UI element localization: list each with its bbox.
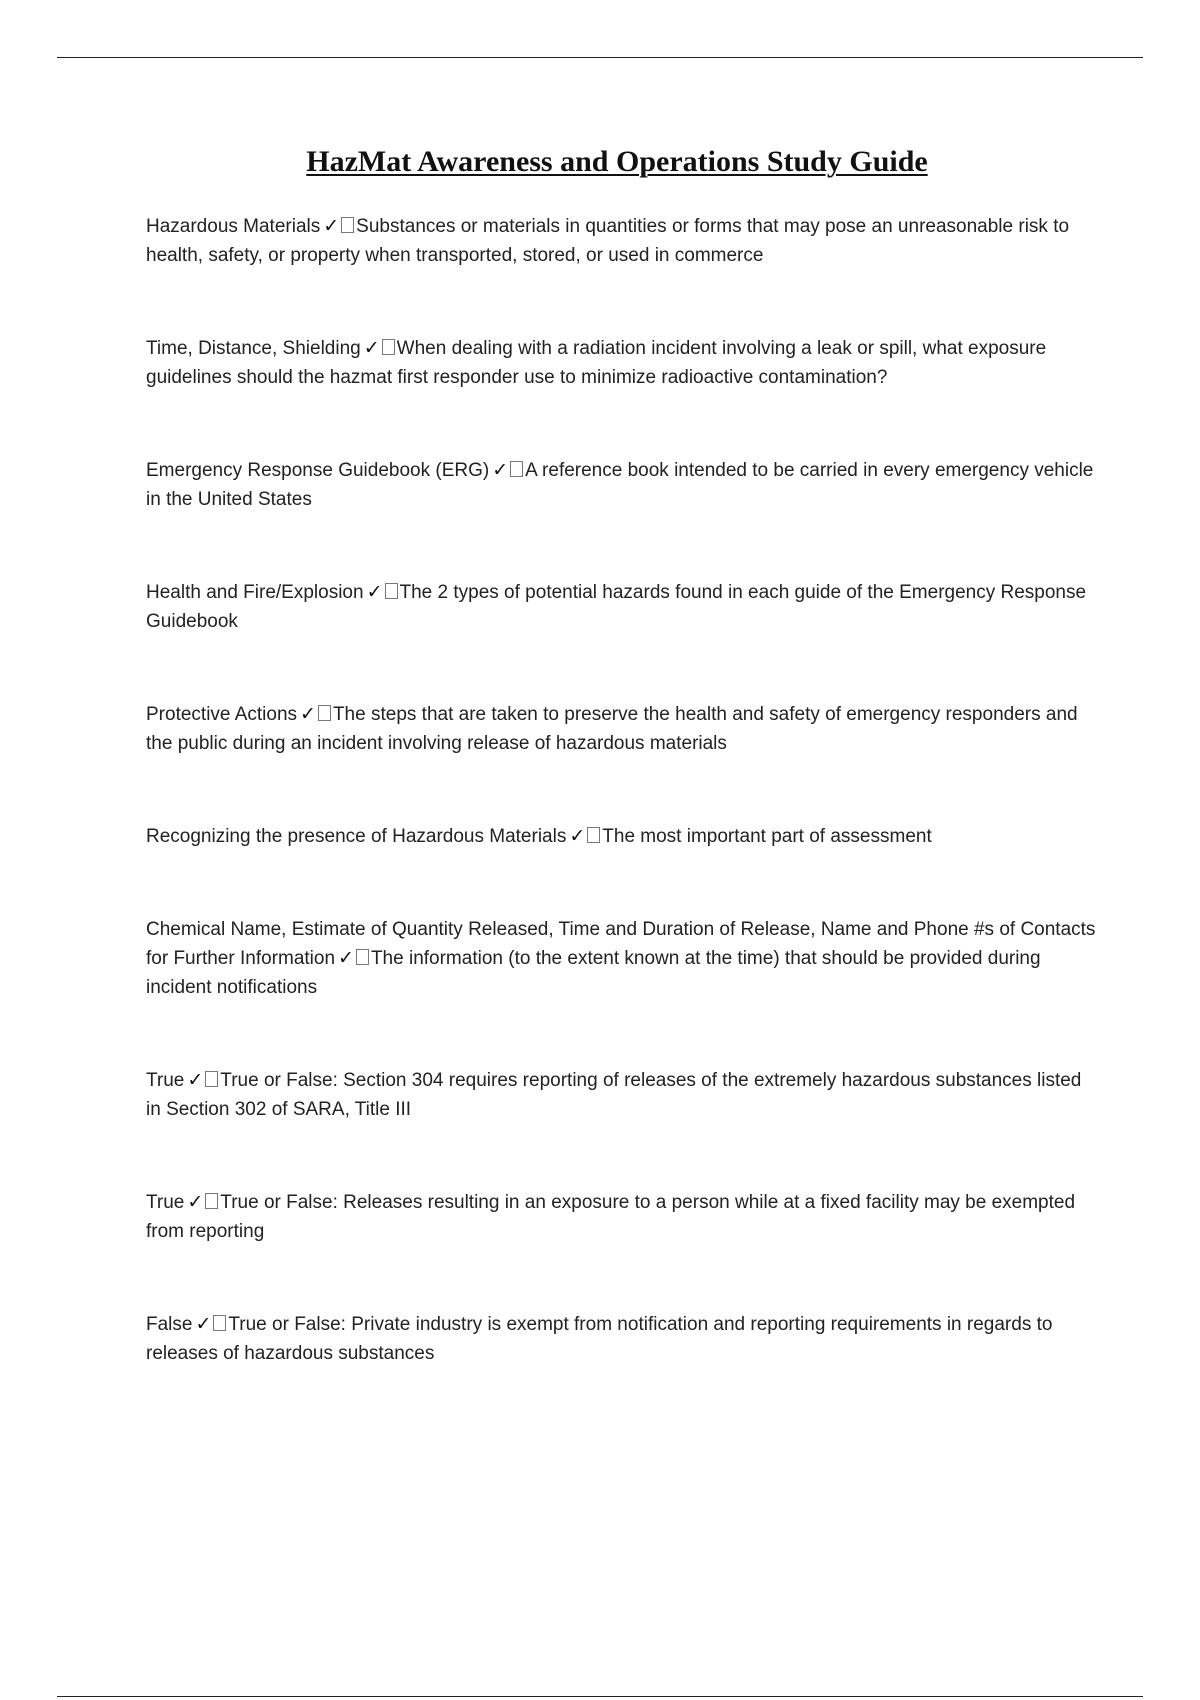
entry-definition: True or False: Releases resulting in an exposure to a person while at a fixed facility may be exempted from reporting [146, 1192, 1076, 1242]
entry-definition: The steps that are taken to preserve the health and safety of emergency responders and the public during an incident involving release of hazardous materials [146, 704, 1078, 754]
check-icon: ✓ [366, 581, 383, 603]
flashcard-list [146, 212, 1100, 1432]
entry-definition: The information (to the extent known at the time) that should be provided during incident notifications [146, 948, 1041, 998]
placeholder-box-icon [213, 1315, 226, 1331]
check-icon: ✓ [323, 215, 340, 237]
placeholder-box-icon [356, 949, 369, 965]
check-icon: ✓ [569, 825, 586, 847]
entry-definition: The most important part of assessment [602, 826, 932, 847]
flashcard-entry [146, 916, 1100, 1003]
entry-term: Recognizing the presence of Hazardous Materials [146, 826, 567, 847]
entry-term: Hazardous Materials [146, 216, 321, 237]
page-title: HazMat Awareness and Operations Study Guide [306, 145, 928, 178]
check-icon: ✓ [363, 337, 380, 359]
placeholder-box-icon [205, 1193, 218, 1209]
entry-term: True [146, 1070, 185, 1091]
check-icon: ✓ [187, 1191, 204, 1213]
entry-definition: When dealing with a radiation incident involving a leak or spill, what exposure guidelines should the hazmat first responder use to minimize radioactive contamination? [146, 338, 1047, 388]
check-icon: ✓ [300, 703, 316, 725]
entry-term: Protective Actions [146, 704, 298, 725]
entry-definition: A reference book intended to be carried in every emergency vehicle in the United States [146, 460, 1094, 510]
placeholder-box-icon [318, 705, 331, 721]
placeholder-box-icon [385, 583, 398, 599]
entry-definition: True or False: Section 304 requires reporting of releases of the extremely hazardous substances listed in Section 302 of SARA, Title III [146, 1070, 1082, 1120]
flashcard-entry [146, 822, 1100, 852]
placeholder-box-icon [587, 827, 600, 843]
entry-definition: The 2 types of potential hazards found in each guide of the Emergency Response Guidebook [146, 582, 1087, 632]
flashcard-entry [146, 212, 1100, 270]
check-icon: ✓ [492, 459, 509, 481]
placeholder-box-icon [341, 217, 354, 233]
flashcard-entry [146, 1310, 1100, 1368]
entry-definition: True or False: Private industry is exempt from notification and reporting requirements in regards to releases of hazardous substances [146, 1314, 1053, 1364]
placeholder-box-icon [510, 461, 523, 477]
entry-term: Health and Fire/Explosion [146, 582, 364, 603]
flashcard-entry [146, 1066, 1100, 1124]
flashcard-entry [146, 578, 1100, 636]
header-rule [57, 57, 1143, 58]
flashcard-entry [146, 700, 1100, 758]
entry-definition: Substances or materials in quantities or forms that may pose an unreasonable risk to health, safety, or property when transported, stored, or used in commerce [146, 216, 1070, 266]
placeholder-box-icon [205, 1071, 218, 1087]
entry-term: Chemical Name, Estimate of Quantity Released, Time and Duration of Release, Name and Phone #s of Contacts for Further Information [146, 918, 1096, 969]
entry-term: Time, Distance, Shielding [146, 338, 361, 359]
check-icon: ✓ [187, 1069, 204, 1091]
entry-term: True [146, 1192, 185, 1213]
flashcard-entry [146, 1188, 1100, 1246]
placeholder-box-icon [382, 339, 395, 355]
check-icon: ✓ [338, 947, 354, 969]
flashcard-entry [146, 456, 1100, 514]
footer-rule [57, 1696, 1143, 1697]
entry-term: False [146, 1314, 193, 1335]
check-icon: ✓ [195, 1313, 212, 1335]
flashcard-entry [146, 334, 1100, 392]
entry-term: Emergency Response Guidebook (ERG) [146, 460, 490, 481]
